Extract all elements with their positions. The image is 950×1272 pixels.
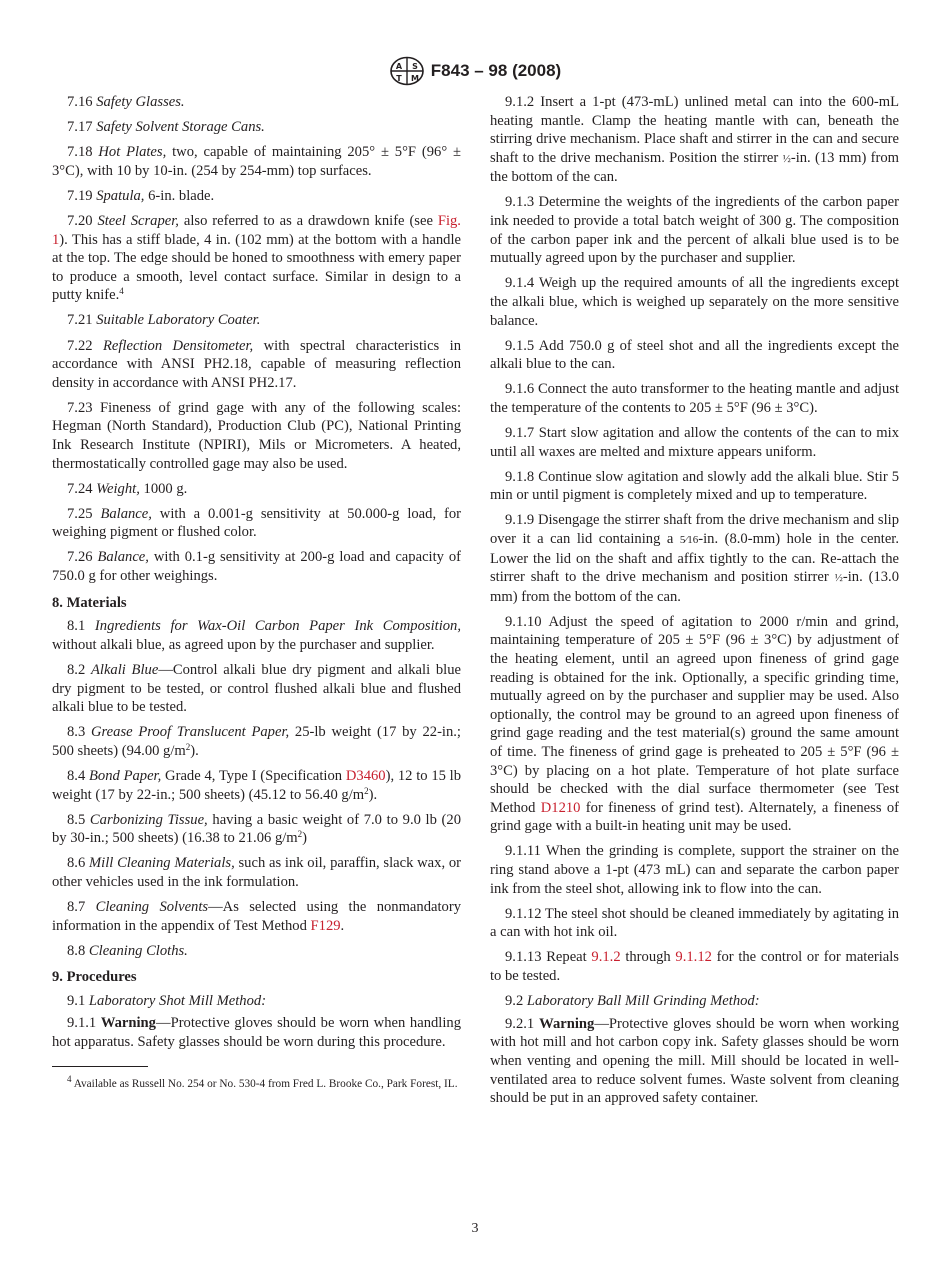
section-8-4: 8.4 Bond Paper, Grade 4, Type I (Specification D3460), 12 to 15 lb weight (17 by 22-in.; 500 sheets) (45.12 to 56.40 $g/m^2$). [52,767,462,803]
section-7-17: 7.17 Safety Solvent Storage Cans. [67,119,265,136]
section-9-1-1: 9.1.1 Warning—Protective gloves should be worn when handling hot apparatus. Safety glasses should be worn during this procedure. [52,1015,461,1051]
page-number: 3 [471,1221,479,1236]
astm-logo-icon [389,56,425,86]
section-8-7: 8.7 Cleaning Solvents—As selected using the nonmandatory information in the appendix of Test Method F129. [52,898,461,934]
d3460-link[interactable]: D3460 [345,767,386,784]
section-9-1-2-link[interactable]: 9.1.2 [591,949,621,966]
left-column [52,93,461,1092]
section-9-1-11: 9.1.11 When the grinding is complete, support the strainer on the ring stand above a 1-pt (473 mL) can and separate the carbon paper ink from the steel shot, allowing ink to flow into the can. [490,843,899,897]
section-8-2: 8.2 Alkali Blue—Control alkali blue dry pigment and alkali blue dry pigment to be tested, or control flushed alkali blue and flushed alkali blue to be tested. [52,661,461,716]
fig-1-link[interactable]: Fig. 1 [52,212,461,248]
section-9-1-8: 9.1.8 Continue slow agitation and slowly add the alkali blue. Stir 5 min or until pigment is completely mixed and up to temperature. [490,468,900,504]
footnote-divider [52,1066,148,1067]
section-9-1: 9.1 Laboratory Shot Mill Method: [67,992,267,1009]
section-9-1-7: 9.1.7 Start slow agitation and allow the contents of the can to mix until all waxes are melted and mixture appears uniform. [490,425,899,460]
section-9-1-9: 9.1.9 Disengage the stirrer shaft from the drive mechanism and slip over it a can lid containing a 5⁄16-in. (8.0-mm) hole in the center. Lower the lid on the shaft and affix tightly to the can. Re-attach the stirrer shaft to the drive mechanism and position stirrer ½-in. (13.0 mm) from the bottom of the can. [490,512,900,605]
section-9-1-12: 9.1.12 The steel shot should be cleaned immediately by agitating in a can with hot ink oil. [490,905,899,941]
section-8-5: 8.5 Carbonizing Tissue, having a basic weight of 7.0 to 9.0 lb (20 by 30-in.; 500 sheets) (16.38 to 21.06 $g/m^2$) [52,811,462,847]
section-7-26: 7.26 Balance, with 0.1-g sensitivity at 200-g load and capacity of 750.0 g for other weighings. [52,549,462,585]
heading-materials: 8. Materials [52,594,127,611]
f129-link[interactable]: F129 [310,917,341,934]
svg-text:S: S [411,62,418,71]
section-8-8: 8.8 Cleaning Cloths. [67,942,188,959]
section-7-20: 7.20 Steel Scraper, also referred to as a drawdown knife (see Fig. 1). This has a stiff blade, 4 in. (102 mm) at the bottom with a handle at the top. The edge should be honed to smoothness with emery paper to produce a smooth, level contact surface. Similar in design to a putty knife.$^4$ [52,212,461,304]
document-designation: F843 – 98 (2008) [430,61,562,80]
section-7-19: 7.19 Spatula, 6-in. blade. [67,187,215,204]
page-header [0,56,950,86]
footnote-ref-4[interactable]: 4 [119,286,124,297]
heading-procedures: 9. Procedures [52,969,137,986]
section-9-1-12-link[interactable]: 9.1.12 [675,949,712,966]
section-7-16: 7.16 Safety Glasses. [67,94,185,110]
section-9-1-3: 9.1.3 Determine the weights of the ingredients of the carbon paper ink needed to provide a total batch weight of 300 g. The composition of the carbon paper ink and the percent of alkali blue used is to be mutually agreed upon by the purchaser and supplier. [490,194,899,267]
section-9-1-10: 9.1.10 Adjust the speed of agitation to 2000 r/min and grind, maintaining temperature of 205 ± 5°F (96 ± 3°C) by adjustment of the heating element, until an agreed upon fineness of grind gage reading is obtained for the ink. Optionally, a specific grinding time, mutually agreed on by the purchaser and supplier may be used. Also optionally, the control may be ground to an agreed upon fineness of grind gage reading and the test material(s) ground the same amount of time. The fineness of grind gage is preheated to 205 ± 5°F (96 ± 3°C) by placing on a hot plate. Temperature of hot plate surface should be checked with the dial surface thermometer (see Test Method D1210 for fineness of grind test). Alternately, a fineness of grind gage with a built-in heating unit may be used. [490,613,900,835]
section-7-21: 7.21 Suitable Laboratory Coater. [67,312,261,329]
right-column [490,93,899,1114]
section-7-22: 7.22 Reflection Densitometer, with spectral characteristics in accordance with ANSI PH2.18, capable of measuring reflection density in accordance with ANSI PH2.17. [52,337,461,391]
footnote-4: $^4$ Available as Russell No. 254 or No. 530-4 from Fred L. Brooke Co., Park Forest, IL. [67,1073,458,1090]
section-9-1-6: 9.1.6 Connect the auto transformer to the heating mantle and adjust the temperature of the contents to 205 ± 5°F (96 ± 3°C). [490,381,900,416]
section-9-1-2: 9.1.2 Insert a 1-pt (473-mL) unlined metal can into the 600-mL heating mantle. Clamp the heating mantle with can, beneath the stirring drive mechanism. Place shaft and stirrer in the can and secure shaft to the drive mechanism. Position the stirrer ½-in. (13 mm) from the bottom of the can. [490,94,899,186]
section-8-3: 8.3 Grease Proof Translucent Paper, 25-lb weight (17 by 22-in.; 500 sheets) (94.00 $g/m^2$). [52,724,461,759]
section-7-18: 7.18 Hot Plates, two, capable of maintaining 205° ± 5°F (96° ± 3°C), with 10 by 10-in. (254 by 254-mm) top surfaces. [52,144,461,179]
section-7-23: 7.23 Fineness of grind gage with any of the following scales: Hegman (North Standard), Production Club (PC), National Printing Ink Research Institute (NPIRI), Mils or Micrometers. A heated, thermostatically controlled gage may also be used. [52,399,461,472]
d1210-link[interactable]: D1210 [540,799,581,816]
section-9-1-13: 9.1.13 Repeat 9.1.2 through 9.1.12 for the control or for materials to be tested. [490,949,899,985]
section-8-1: 8.1 Ingredients for Wax-Oil Carbon Paper Ink Composition, without alkali blue, as agreed upon by the purchaser and supplier. [52,618,461,653]
section-7-24: 7.24 Weight, 1000 g. [67,480,188,497]
svg-text:M: M [410,74,419,83]
section-8-6: 8.6 Mill Cleaning Materials, such as ink oil, paraffin, slack wax, or other vehicles used in the ink formulation. [52,855,461,890]
svg-text:T: T [396,74,402,83]
section-9-2: 9.2 Laboratory Ball Mill Grinding Method: [505,993,760,1010]
section-9-1-5: 9.1.5 Add 750.0 g of steel shot and all the ingredients except the alkali blue to the can. [490,337,899,373]
svg-text:A: A [395,62,402,71]
section-9-1-4: 9.1.4 Weigh up the required amounts of all the ingredients except the alkali blue, which is weighed up separately on the more sensitive balance. [490,275,899,329]
section-9-2-1: 9.2.1 Warning—Protective gloves should be worn when working with hot mill and hot carbon copy ink. Safety glasses should be worn when venting and opening the mill. Mill should be located in well-ventilated area to reduce solvent fumes. Waste solvent from cleaning should be put in an approved safety container. [490,1015,899,1107]
section-7-25: 7.25 Balance, with a 0.001-g sensitivity at 50.000-g load, for weighing pigment or flushed color. [52,505,461,541]
